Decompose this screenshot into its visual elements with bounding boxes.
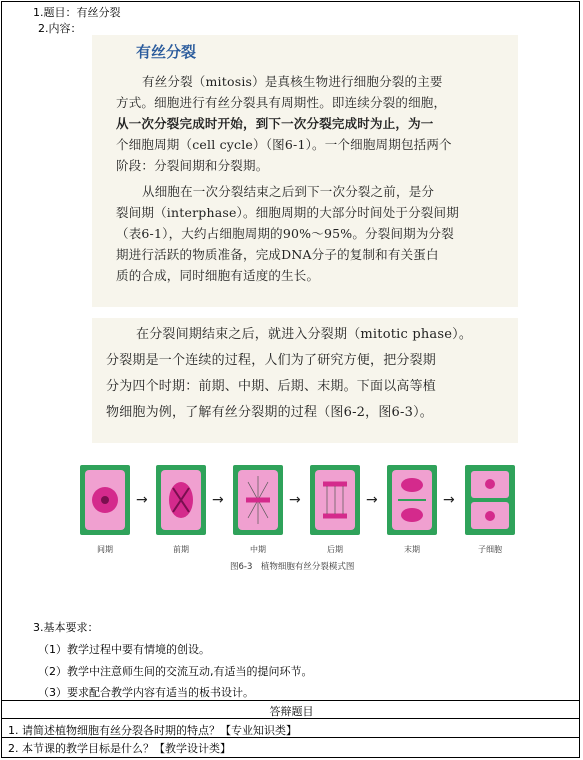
textbook-title: 有丝分裂 (136, 43, 197, 61)
para2-line4: 期进行活跃的物质准备，完成DNA分子的复制和有关蛋白 (116, 247, 439, 262)
topic-line: 1.题目：有丝分裂 (33, 6, 121, 19)
stage-label: 前期 (173, 545, 189, 554)
requirement-item: （1）教学过程中要有情境的创设。 (38, 643, 210, 656)
stage-anaphase-image (310, 465, 360, 535)
arrow-icon: → (136, 492, 148, 508)
stage-label: 中期 (250, 545, 266, 554)
requirement-item: （2）教学中注意师生间的交流互动,有适当的提问环节。 (38, 665, 313, 678)
mitosis-figure (80, 460, 530, 578)
stage-label: 末期 (404, 545, 420, 554)
arrow-icon: → (289, 492, 301, 508)
stage-daughter-cells-image (465, 465, 515, 535)
requirements-heading: 3.基本要求： (33, 621, 99, 634)
para2-line5: 质的合成，同时细胞有适度的生长。 (116, 268, 320, 283)
stage-label: 后期 (327, 545, 343, 554)
question-2: 2. 本节课的教学目标是什么？【教学设计类】 (8, 742, 231, 755)
divider (1, 718, 580, 719)
figure-caption: 图6-3 植物细胞有丝分裂模式图 (230, 562, 355, 572)
para1-line2: 方式。细胞进行有丝分裂具有周期性。即连续分裂的细胞， (116, 95, 447, 110)
stage-label: 子细胞 (478, 545, 502, 554)
para2-line3: （表6-1），大约占细胞周期的90%～95%。分裂间期为分裂 (116, 226, 454, 241)
stage-label: 间期 (97, 545, 113, 554)
stage-prophase-image (156, 465, 206, 535)
para2-line2: 裂间期（interphase）。细胞周期的大部分时间处于分裂间期 (116, 205, 459, 220)
para1-line4: 个细胞周期（cell cycle）（图6-1）。一个细胞周期包括两个 (116, 137, 452, 152)
para2-line1: 从细胞在一次分裂结束之后到下一次分裂之前，是分 (142, 184, 435, 199)
para3-line4: 物细胞为例，了解有丝分裂期的过程（图6-2，图6-3）。 (106, 405, 433, 420)
divider (1, 700, 580, 701)
arrow-icon: → (212, 492, 224, 508)
textbook-excerpt-2 (92, 318, 518, 443)
requirement-item: （3）要求配合教学内容有适当的板书设计。 (38, 686, 254, 699)
question-1: 1. 请简述植物细胞有丝分裂各时期的特点？【专业知识类】 (8, 724, 297, 737)
para3-line1: 在分裂间期结束之后，就进入分裂期（mitotic phase）。 (136, 327, 473, 342)
arrow-icon: → (366, 492, 378, 508)
para1-line3: 从一次分裂完成时开始，到下一次分裂完成时为止，为一 (116, 116, 434, 131)
qa-heading: 答辩题目 (269, 705, 314, 718)
content-label: 2.内容： (38, 22, 82, 35)
para3-line2: 分裂期是一个连续的过程，人们为了研究方便，把分裂期 (106, 353, 437, 368)
divider (1, 737, 580, 738)
stage-metaphase-image (233, 465, 283, 535)
arrow-icon: → (443, 492, 455, 508)
textbook-excerpt (92, 35, 518, 307)
para1-line5: 阶段：分裂间期和分裂期。 (116, 158, 269, 173)
para3-line3: 分为四个时期：前期、中期、后期、末期。下面以高等植 (106, 379, 437, 394)
stage-interphase-image (80, 465, 130, 535)
para1-line1: 有丝分裂（mitosis）是真核生物进行细胞分裂的主要 (142, 74, 443, 89)
stage-telophase-image (387, 465, 437, 535)
